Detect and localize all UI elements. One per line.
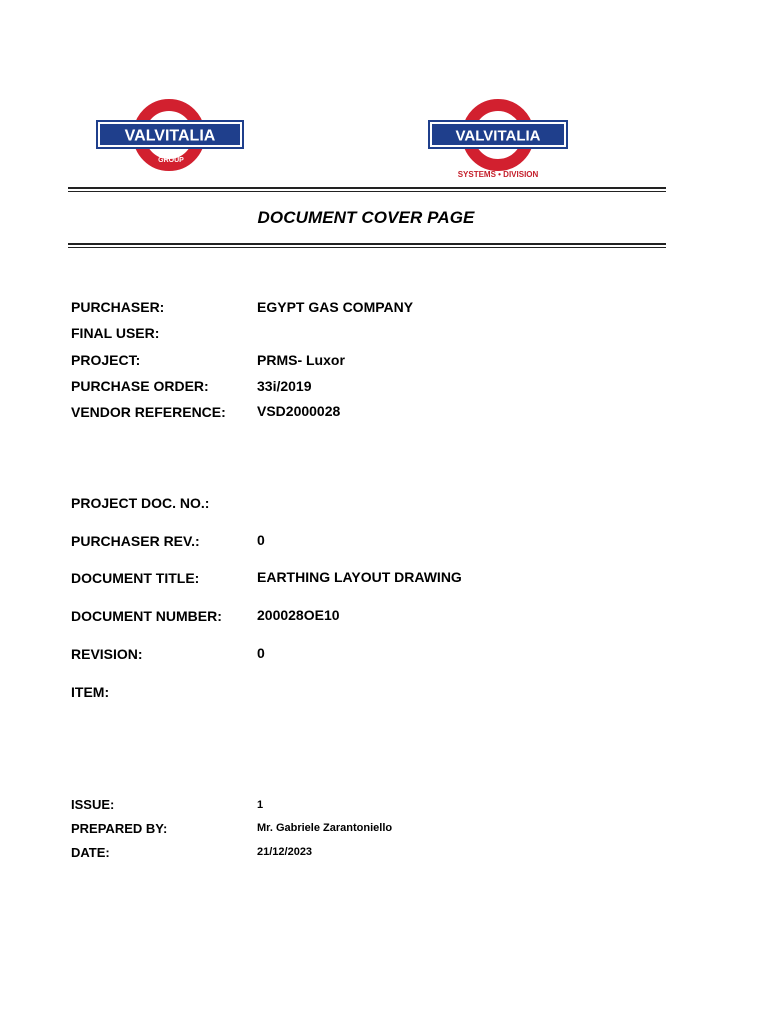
item-label: ITEM: bbox=[71, 684, 110, 700]
vendor-reference-value: VSD2000028 bbox=[257, 403, 341, 419]
document-title-label: DOCUMENT TITLE: bbox=[71, 570, 200, 586]
project-doc-no-label: PROJECT DOC. NO.: bbox=[71, 495, 210, 511]
vendor-reference-label: VENDOR REFERENCE: bbox=[71, 404, 226, 420]
group-logo-sub: GROUP bbox=[158, 157, 184, 164]
project-label: PROJECT: bbox=[71, 352, 141, 368]
date-value: 21/12/2023 bbox=[257, 846, 313, 858]
prepared-by-label: PREPARED BY: bbox=[71, 821, 168, 836]
valvitalia-group-logo bbox=[95, 96, 245, 178]
issue-value: 1 bbox=[257, 799, 264, 811]
document-number-value: 200028OE10 bbox=[257, 607, 340, 623]
document-title: DOCUMENT COVER PAGE bbox=[257, 208, 475, 227]
header-top-rule bbox=[68, 187, 666, 192]
purchaser-rev-value: 0 bbox=[257, 532, 265, 548]
revision-label: REVISION: bbox=[71, 646, 143, 662]
header-bottom-rule bbox=[68, 243, 666, 248]
document-number-label: DOCUMENT NUMBER: bbox=[71, 608, 222, 624]
issue-label: ISSUE: bbox=[71, 797, 115, 812]
purchaser-value: EGYPT GAS COMPANY bbox=[257, 299, 414, 315]
prepared-by-value: Mr. Gabriele Zarantoniello bbox=[257, 822, 393, 834]
valvitalia-systems-division-logo bbox=[428, 96, 570, 184]
purchase-order-value: 33i/2019 bbox=[257, 378, 312, 394]
purchaser-label: PURCHASER: bbox=[71, 299, 165, 315]
revision-value: 0 bbox=[257, 645, 265, 661]
purchaser-rev-label: PURCHASER REV.: bbox=[71, 533, 200, 549]
project-value: PRMS- Luxor bbox=[257, 352, 345, 368]
purchase-order-label: PURCHASE ORDER: bbox=[71, 378, 209, 394]
group-logo-wordmark: VALVITALIA bbox=[124, 127, 216, 145]
systems-logo-wordmark: VALVITALIA bbox=[455, 127, 541, 145]
date-label: DATE: bbox=[71, 845, 110, 860]
systems-logo-sub: SYSTEMS • DIVISION bbox=[457, 170, 539, 179]
document-title-value: EARTHING LAYOUT DRAWING bbox=[257, 569, 462, 585]
final-user-label: FINAL USER: bbox=[71, 325, 160, 341]
